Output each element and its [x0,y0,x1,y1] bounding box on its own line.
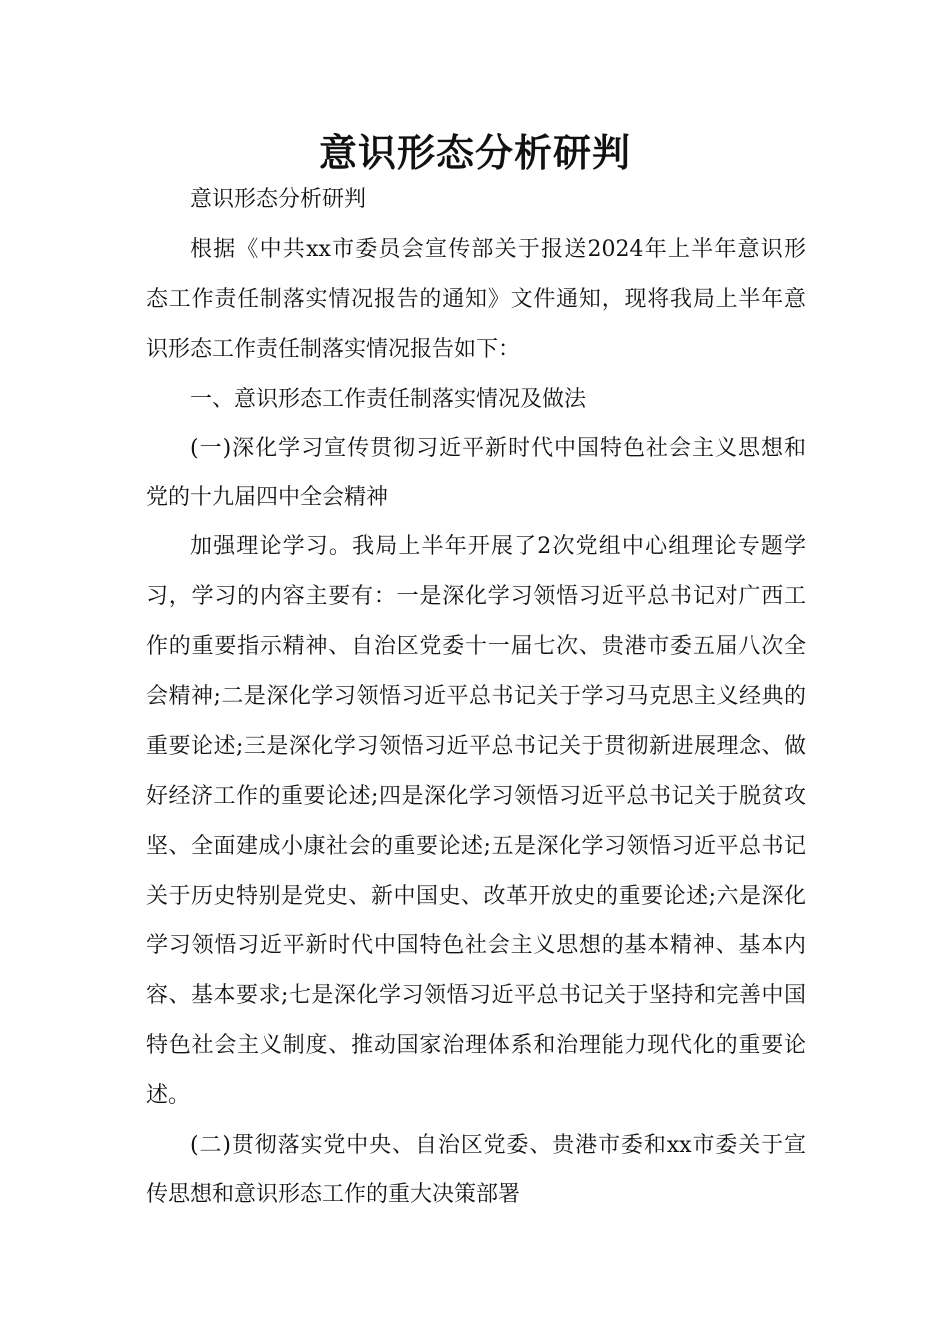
subsection-heading-1-cont: 党的十九届四中全会精神 [146,485,389,510]
subsection-heading-1: (一)深化学习宣传贯彻习近平新时代中国特色社会主义思想和 [190,436,806,461]
text-line: 态工作责任制落实情况报告的通知》文件通知，现将我局上半年意 [146,287,806,312]
text-line: 加强理论学习。我局上半年开展了2次党组中心组理论专题学 [190,534,806,559]
subsection-heading-2: (二)贯彻落实党中央、自治区党委、贵港市委和xx市委关于宣 [190,1133,806,1158]
text-line: 习，学习的内容主要有：一是深化学习领悟习近平总书记对广西工 [146,584,806,609]
text-line: 特色社会主义制度、推动国家治理体系和治理能力现代化的重要论 [146,1033,806,1058]
text-line: 好经济工作的重要论述;四是深化学习领悟习近平总书记关于脱贫攻 [146,784,806,809]
text-line: 关于历史特别是党史、新中国史、改革开放史的重要论述;六是深化 [146,884,806,909]
text-line: 识形态工作责任制落实情况报告如下： [146,337,521,362]
text-line: 作的重要指示精神、自治区党委十一届七次、贵港市委五届八次全 [146,634,806,659]
section-heading-1: 一、意识形态工作责任制落实情况及做法 [190,387,587,412]
text-line: 学习领悟习近平新时代中国特色社会主义思想的基本精神、基本内 [146,933,806,958]
text-line: 重要论述;三是深化学习领悟习近平总书记关于贯彻新进展理念、做 [146,734,806,759]
subsection-heading-2-cont: 传思想和意识形态工作的重大决策部署 [146,1182,521,1207]
text-line: 坚、全面建成小康社会的重要论述;五是深化学习领悟习近平总书记 [146,834,806,859]
document-title: 意识形态分析研判 [318,131,631,175]
text-line: 根据《中共xx市委员会宣传部关于报送2024年上半年意识形 [190,237,806,262]
text-line: 会精神;二是深化学习领悟习近平总书记关于学习马克思主义经典的 [146,684,806,709]
text-line-subtitle: 意识形态分析研判 [190,187,367,212]
text-line: 述。 [146,1083,191,1108]
text-line: 容、基本要求;七是深化学习领悟习近平总书记关于坚持和完善中国 [146,983,806,1008]
